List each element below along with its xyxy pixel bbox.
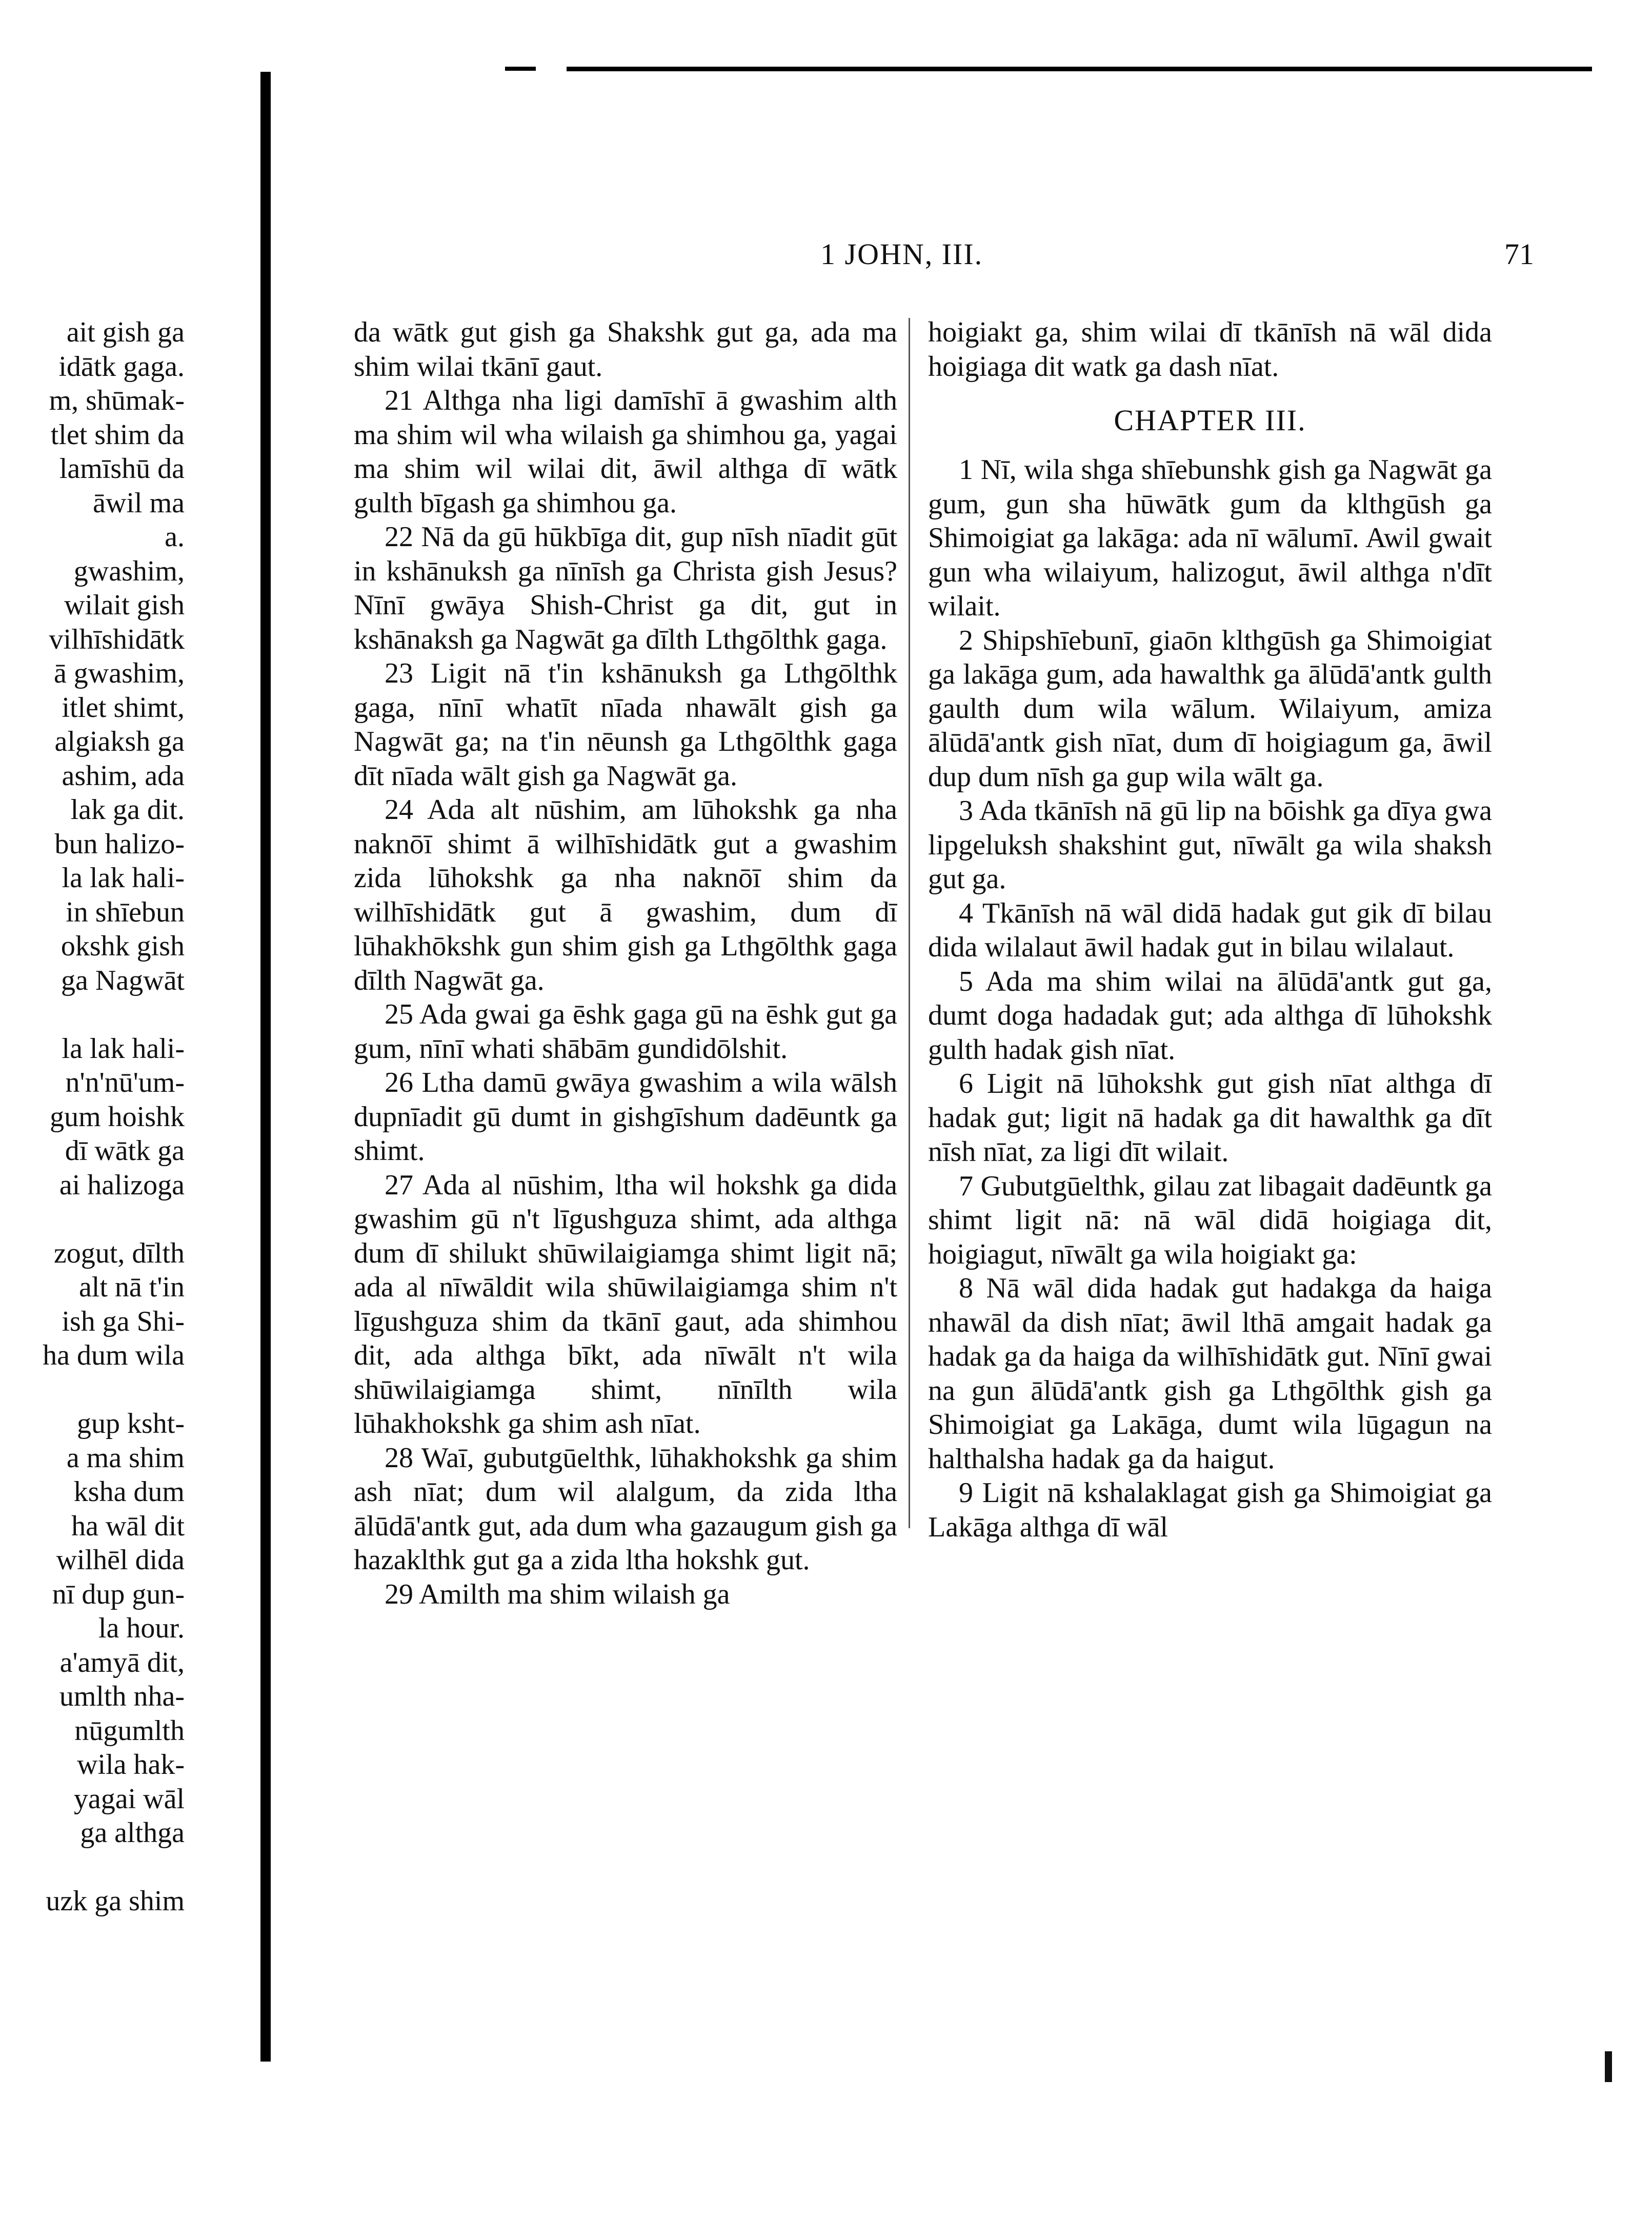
verse-paragraph: 25 Ada gwai ga ēshk gaga gū na ēshk gut ga gum, nīnī whati shābām gundidōlshit.	[354, 998, 897, 1065]
bleed-line: gwashim,	[73, 555, 185, 587]
bleed-line: a.	[165, 521, 185, 553]
bleed-line: yagai wāl	[73, 1783, 185, 1815]
bleed-line: ashim, ada	[62, 759, 185, 792]
bleed-line: uzk ga shim	[46, 1885, 185, 1917]
verse-paragraph: 27 Ada al nūshim, ltha wil hokshk ga dida gwashim gū n't līgushguza shimt, ada althga dum dī shilukt shūwilaigiamga shimt ligit nā; ada al nīwāldit wila shūwilaigiamga shim n't līgushguza shim da tkānī gaut, ada shimhou dit, ada althga bīkt, ada nīwālt n't wila shūwilaigiamga shimt, nīnīlth wila lūhakhokshk ga shim ash nīat.	[354, 1169, 897, 1440]
bleed-line: ha dum wila	[43, 1340, 185, 1371]
bleed-line: itlet shimt,	[62, 691, 185, 724]
bleed-line: a ma shim	[66, 1442, 185, 1474]
bleed-line: ha wāl dit	[71, 1510, 185, 1542]
verse-paragraph: 3 Ada tkānīsh nā gū lip na bōishk ga dīya gwa lipgeluksh shakshint gut, nīwālt ga wila shaksh gut ga.	[928, 795, 1492, 895]
bleed-line: lak ga dit.	[70, 794, 185, 826]
bleed-line: ā gwashim,	[53, 657, 185, 689]
bleed-line: nūgumlth	[74, 1714, 185, 1747]
bleed-line	[0, 1373, 185, 1407]
bleed-line: ksha dum	[73, 1476, 185, 1508]
bleed-line: algiaksh ga	[54, 726, 185, 757]
bleed-line	[0, 1202, 185, 1236]
verse-paragraph: 2 Shipshīebunī, giaōn klthgūsh ga Shimoigiat ga lakāga gum, ada hawalthk ga ālūdā'antk gulth gaulth dum wila wālum. Wilaiyum, amiza ālūdā'antk gish nīat, dum dī hoigiagum ga, āwil dup dum nīsh ga gup wila wālt ga.	[928, 624, 1492, 793]
corner-mark	[1605, 2051, 1612, 2082]
bleed-line: in shīebun	[66, 896, 185, 928]
bleed-line: idātk gaga.	[58, 350, 185, 383]
verse-paragraph: 8 Nā wāl dida hadak gut hadakga da haiga nhawāl da dish nīat; āwil lthā amgait hadak ga hadak ga da haiga da wilhīshidātk gut. Nīnī gwai na gun ālūdā'antk gish ga Lthgōlthk gish ga Shimoigiat ga Lakāga, dumt wila lūgagun na halthalsha hadak ga da haigut.	[928, 1272, 1492, 1475]
bleed-line: bun halizo-	[54, 828, 185, 860]
column-divider	[909, 318, 910, 1528]
verse-paragraph: 9 Ligit nā kshalaklagat gish ga Shimoigiat ga Lakāga althga dī wāl	[928, 1477, 1492, 1543]
bleed-line: ait gish ga	[66, 316, 185, 348]
bleed-line: m, shūmak-	[49, 385, 185, 416]
bleed-line: wilait gish	[64, 589, 185, 621]
bleed-line: la lak hali-	[62, 1032, 185, 1065]
page-number: 71	[1504, 237, 1534, 271]
bleed-line: gup ksht-	[77, 1408, 185, 1440]
bleed-line: nī dup gun-	[52, 1578, 185, 1610]
verse-paragraph: 24 Ada alt nūshim, am lūhokshk ga nha naknōī shimt ā wilhīshidātk gut a gwashim zida lūhokshk ga nha naknōī shim da wilhīshidātk gut ā gwashim, dum dī lūhakhōkshk gun shim gish ga Lthgōlthk gaga dīlth Nagwāt ga.	[354, 794, 897, 996]
verse-paragraph: 1 Nī, wila shga shīebunshk gish ga Nagwāt ga gum, gun sha hūwātk gum da klthgūsh ga Shimoigiat ga lakāga: ada nī wālumī. Awil gwait gun wha wilaiyum, halizogut, āwil althga n'dīt wilait.	[928, 454, 1492, 622]
bleed-line: alt nā t'in	[78, 1271, 185, 1303]
binding-gutter	[260, 72, 271, 2062]
right-column	[928, 315, 1492, 1854]
verse-paragraph: 7 Gubutgūelthk, gilau zat libagait dadēuntk ga shimt ligit nā: nā wāl didā hoigiaga dit, hoigiagut, nīwālt ga wila hoigiakt ga:	[928, 1170, 1492, 1270]
bleed-line: okshk gish	[61, 930, 185, 962]
bleed-line: n'n'nū'um-	[65, 1067, 185, 1098]
bleed-line: ga Nagwāt	[61, 964, 185, 996]
verse-paragraph: 28 Waī, gubutgūelthk, lūhakhokshk ga shim ash nīat; dum wil alalgum, da zida ltha ālūdā'antk gut, ada dum wha gazaugum gish ga hazaklthk gut ga a zida ltha hokshk gut.	[354, 1442, 897, 1576]
bleed-line: lamīshū da	[59, 453, 185, 485]
running-header	[718, 237, 1534, 278]
bleed-line: gum hoishk	[50, 1101, 185, 1133]
chapter-heading: CHAPTER III.	[1114, 404, 1306, 437]
bleed-line	[0, 1850, 185, 1885]
bleed-line: la hour.	[98, 1612, 185, 1644]
bleed-line	[0, 997, 185, 1032]
verse-paragraph: 23 Ligit nā t'in kshānuksh ga Lthgōlthk gaga, nīnī whatīt nīada nhawālt gish ga Nagwāt ga; na t'in nēunsh ga Lthgōlthk gaga dīt nīada wālt gish ga Nagwāt ga.	[354, 657, 897, 792]
bleed-line: dī wātk ga	[65, 1135, 185, 1167]
bleed-line: la lak hali-	[62, 862, 185, 894]
bleed-line: umlth nha-	[59, 1681, 185, 1712]
bleed-line: zogut, dīlth	[53, 1237, 185, 1269]
running-title: 1 JOHN, III.	[820, 237, 983, 271]
facing-page-fragment	[0, 315, 185, 1931]
bleed-line: wila hak-	[77, 1749, 185, 1781]
bleed-line: tlet shim da	[50, 418, 185, 451]
bleed-line: a'amyā dit,	[59, 1646, 185, 1678]
verse-paragraph: 21 Althga nha ligi damīshī ā gwashim alth ma shim wil wha wilaish ga shimhou ga, yagai ma shim wil wilai dit, āwil althga dī wātk gulth bīgash ga shimhou ga.	[354, 385, 897, 519]
bleed-line: vilhīshidātk	[49, 623, 185, 655]
verse-paragraph: 6 Ligit nā lūhokshk gut gish nīat althga dī hadak gut; ligit nā hadak ga dit hawalthk ga dīt nīsh nīat, za ligi dīt wilait.	[928, 1068, 1492, 1168]
bleed-line: āwil ma	[93, 487, 185, 519]
bleed-line: wilhēl dida	[56, 1544, 185, 1576]
opening-paragraph: hoigiakt ga, shim wilai dī tkānīsh nā wāl dida hoigiaga dit watk ga dash nīat.	[928, 316, 1492, 383]
verse-list	[928, 453, 1492, 1544]
top-rule-long	[567, 67, 1592, 71]
verse-paragraph: da wātk gut gish ga Shakshk gut ga, ada ma shim wilai tkānī gaut.	[354, 316, 897, 383]
verse-paragraph: 4 Tkānīsh nā wāl didā hadak gut gik dī bilau dida wilalaut āwil hadak gut in bilau wilalaut.	[928, 897, 1492, 963]
bleed-line: ai halizoga	[59, 1169, 185, 1201]
bleed-line: ish ga Shi-	[62, 1305, 185, 1337]
middle-column	[354, 315, 897, 1854]
verse-paragraph: 29 Amilth ma shim wilaish ga	[385, 1578, 730, 1610]
top-rule-short	[505, 67, 536, 71]
bleed-line: ga althga	[80, 1817, 185, 1849]
verse-paragraph: 5 Ada ma shim wilai na ālūdā'antk gut ga, dumt doga hadadak gut; ada althga dī lūhokshk gulth hadak gish nīat.	[928, 965, 1492, 1066]
verse-paragraph: 22 Nā da gū hūkbīga dit, gup nīsh nīadit gūt in kshānuksh ga nīnīsh ga Christa gish Jesus? Nīnī gwāya Shish-Christ ga dit, gut in kshānaksh ga Nagwāt ga dīlth Lthgōlthk gaga.	[354, 521, 897, 655]
verse-paragraph: 26 Ltha damū gwāya gwashim a wila wālsh dupnīadit gū dumt in gishgīshum dadēuntk ga shimt.	[354, 1067, 897, 1167]
